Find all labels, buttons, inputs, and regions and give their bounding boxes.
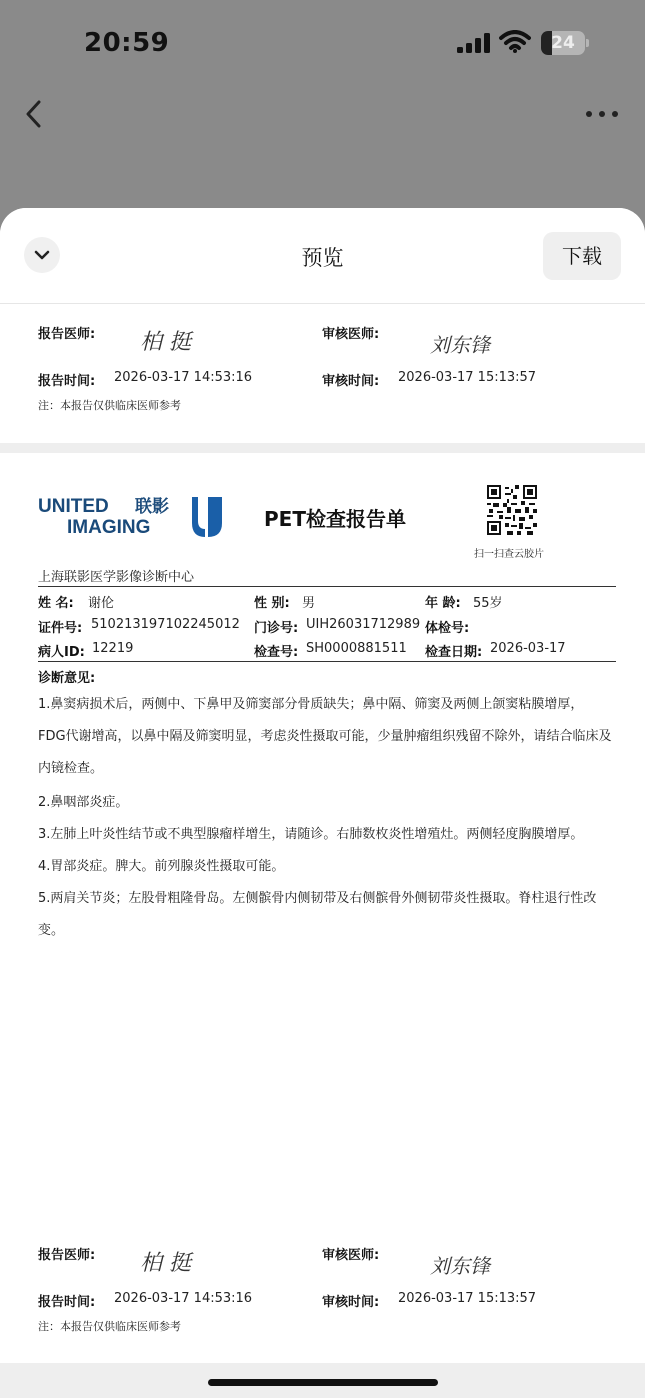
id-value: 510213197102245012 (91, 617, 240, 632)
id-label: 证件号: (38, 621, 83, 636)
report-time-label: 报告时间: (38, 374, 96, 389)
review-time-label: 审核时间: (322, 374, 380, 389)
sheet-header (0, 208, 645, 304)
divider (38, 661, 616, 662)
reporting-doctor-signature: 柏 挺 (140, 1251, 191, 1276)
diagnosis-item-4 (38, 851, 616, 883)
home-indicator[interactable] (208, 1379, 438, 1386)
outpatient-value: UIH26031712989 (306, 617, 421, 632)
exam-date-label: 检查日期: (425, 645, 483, 660)
divider (38, 586, 616, 587)
exam-no-label: 检查号: (254, 645, 299, 660)
cellular-signal-icon (457, 33, 491, 53)
diagnosis-line: 3.左肺上叶炎性结节或不典型腺瘤样增生，请随诊。右肺数枚炎性增殖灶。两侧轻度胸膜增厚。 (38, 827, 584, 842)
reviewing-doctor-label: 审核医师: (322, 327, 380, 342)
qr-code[interactable] (487, 485, 537, 535)
reporting-doctor-label: 报告医师: (38, 1248, 96, 1263)
diagnosis-line: 变。 (38, 923, 65, 938)
disclaimer-note: 注：本报告仅供临床医师参考 (38, 399, 181, 412)
diagnosis-line: FDG代谢增高，以鼻中隔及筛窦明显，考虑炎性摄取可能，少量肿瘤组织残留不除外，请结合临床及 (38, 729, 612, 744)
logo-line1-cn: 联影 (135, 497, 169, 517)
name-label: 姓 名: (38, 596, 74, 611)
report-title: PET检查报告单 (264, 507, 406, 531)
status-time: 20:59 (84, 28, 170, 58)
review-time-label: 审核时间: (322, 1295, 380, 1310)
battery-icon (541, 31, 589, 55)
back-chevron-icon[interactable] (20, 96, 50, 132)
status-bar (0, 0, 645, 90)
review-time-value: 2026-03-17 15:13:57 (398, 1291, 537, 1306)
battery-level-text: 24 (551, 33, 575, 53)
united-imaging-logo (38, 495, 224, 539)
diagnosis-item-3 (38, 819, 616, 851)
preview-sheet (0, 208, 645, 1398)
disclaimer-note: 注：本报告仅供临床医师参考 (38, 1320, 181, 1333)
imaging-center-name: 上海联影医学影像诊断中心 (38, 570, 195, 585)
reporting-doctor-label: 报告医师: (38, 327, 96, 342)
sex-value: 男 (302, 596, 316, 611)
wifi-icon (499, 30, 531, 54)
physical-exam-label: 体检号: (425, 621, 470, 636)
logo-line1: UNITED (38, 496, 109, 517)
patient-id-label: 病人ID: (38, 645, 85, 660)
reporting-doctor-signature: 柏 挺 (140, 330, 191, 355)
diagnosis-line: 5.两肩关节炎；左股骨粗隆骨岛。左侧髌骨内侧韧带及右侧髌骨外侧韧带炎性摄取。脊柱退行性改 (38, 891, 597, 906)
exam-no-value: SH0000881511 (306, 641, 407, 656)
document-viewer[interactable] (0, 305, 645, 1398)
report-time-label: 报告时间: (38, 1295, 96, 1310)
age-label: 年 龄: (425, 596, 461, 611)
download-button[interactable]: 下载 (543, 232, 621, 280)
age-value: 55岁 (473, 596, 503, 611)
sex-label: 性 别: (254, 596, 290, 611)
report-time-value: 2026-03-17 14:53:16 (114, 370, 253, 385)
reviewing-doctor-signature: 刘东锋 (430, 333, 490, 357)
reviewing-doctor-label: 审核医师: (322, 1248, 380, 1263)
sheet-title: 预览 (301, 246, 344, 270)
diagnosis-line: 内镜检查。 (38, 761, 104, 776)
outpatient-label: 门诊号: (254, 621, 299, 636)
more-options-icon[interactable] (584, 104, 620, 124)
reviewing-doctor-signature: 刘东锋 (430, 1254, 490, 1278)
diagnosis-item-2 (38, 787, 616, 819)
diagnosis-item-1 (38, 689, 616, 785)
diagnosis-line: 1.鼻窦病损术后，两侧中、下鼻甲及筛窦部分骨质缺失；鼻中隔、筛窦及两侧上颌窦粘膜增厚， (38, 697, 584, 712)
diagnosis-line: 2.鼻咽部炎症。 (38, 795, 129, 810)
patient-id-value: 12219 (92, 641, 134, 656)
report-page-2 (0, 453, 645, 1363)
qr-caption: 扫一扫查云胶片 (474, 549, 544, 560)
report-time-value: 2026-03-17 14:53:16 (114, 1291, 253, 1306)
diagnosis-title: 诊断意见: (38, 671, 96, 686)
diagnosis-item-5 (38, 883, 616, 947)
diagnosis-line: 4.胃部炎症。脾大。前列腺炎性摄取可能。 (38, 859, 285, 874)
report-page-1 (0, 305, 645, 443)
exam-date-value: 2026-03-17 (490, 641, 566, 656)
logo-line2: IMAGING (67, 517, 151, 538)
review-time-value: 2026-03-17 15:13:57 (398, 370, 537, 385)
name-value: 谢伦 (88, 596, 115, 611)
